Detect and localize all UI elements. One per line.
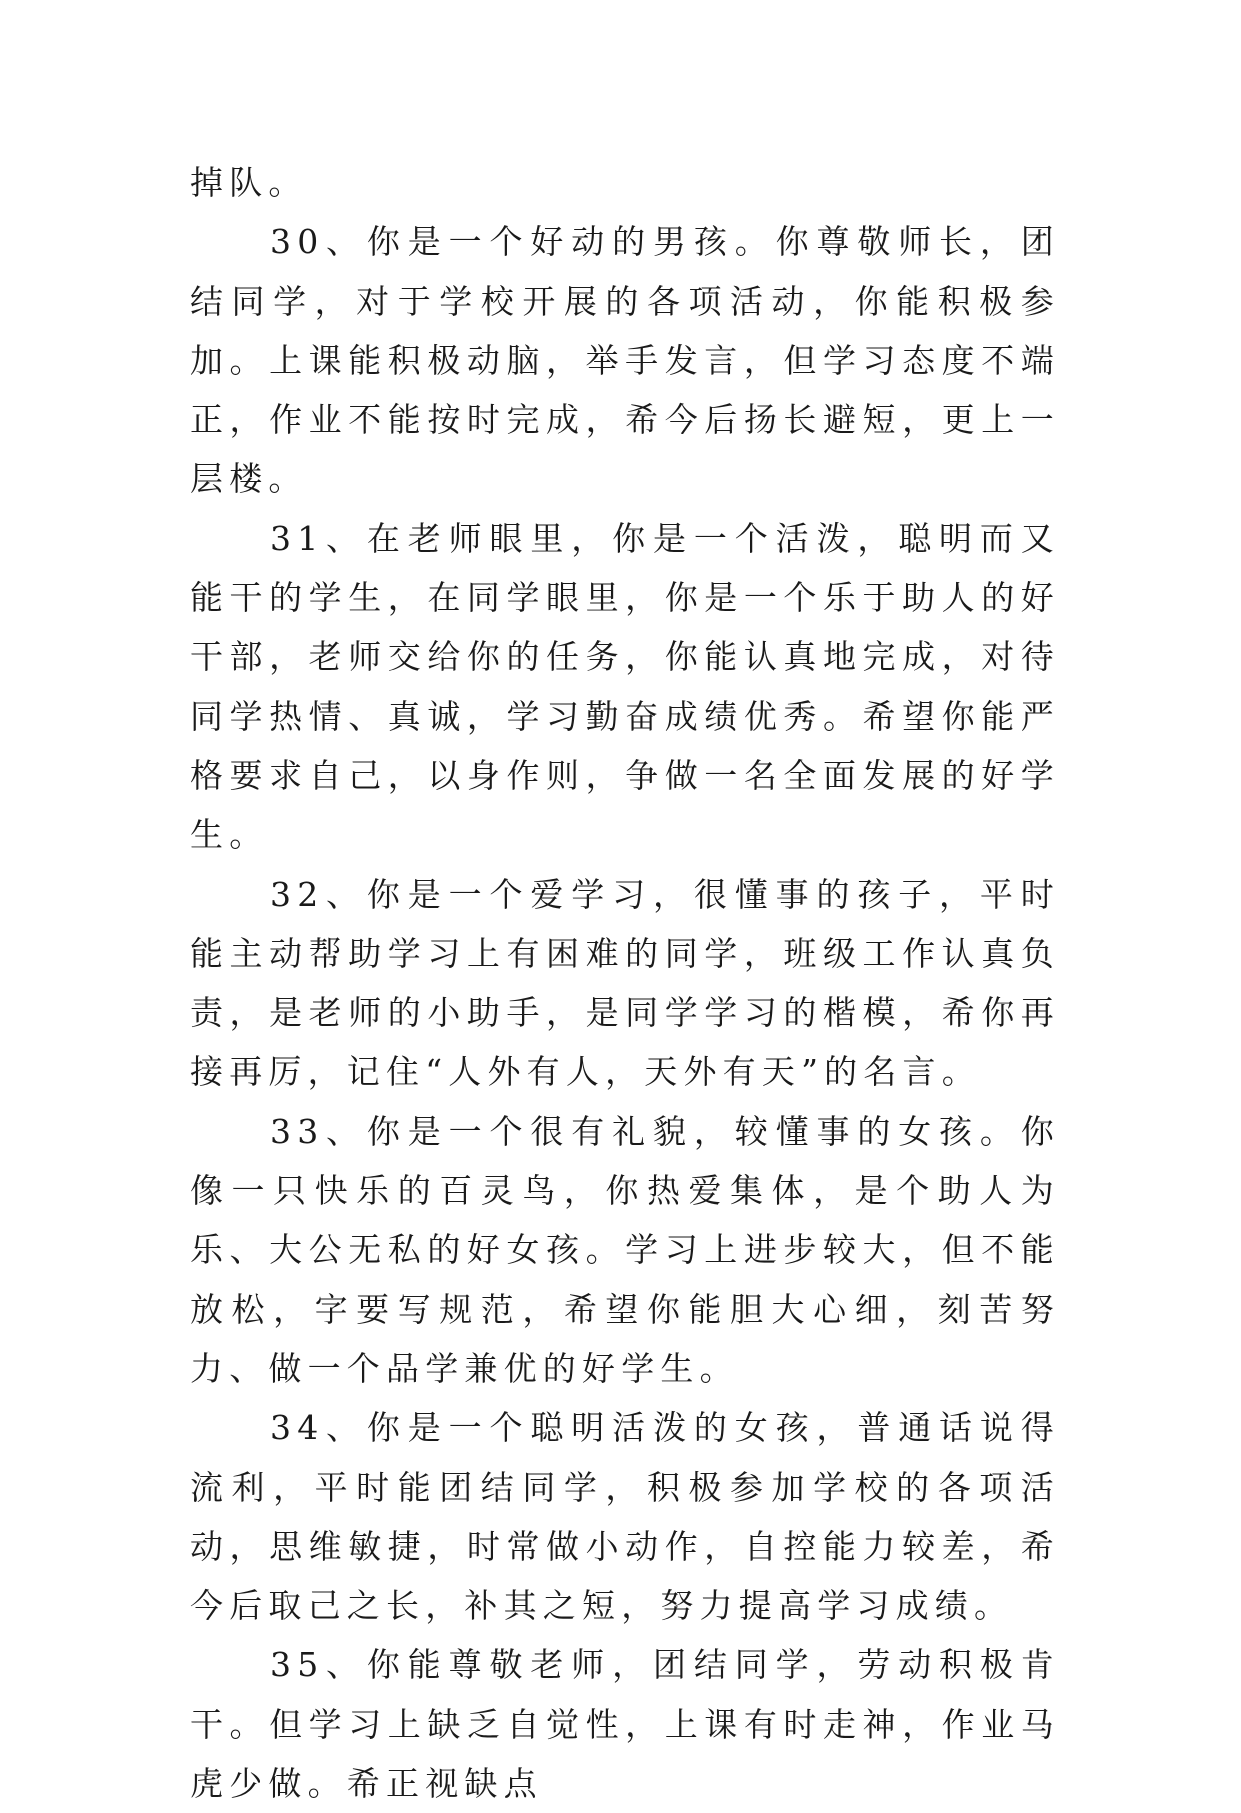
paragraph-comment-34: 34、你是一个聪明活泼的女孩，普通话说得流利，平时能团结同学，积极参加学校的各项活动，思维敏捷，时常做小动作，自控能力较差，希今后取己之长，补其之短，努力提高学习成绩。	[190, 1408, 1060, 1626]
paragraph-comment-33: 33、你是一个很有礼貌，较懂事的女孩。你像一只快乐的百灵鸟，你热爱集体，是个助人为乐、大公无私的好女孩。学习上进步较大，但不能放松，字要写规范，希望你能胆大心细，刻苦努力、做一个品学兼优的好学生。	[190, 1111, 1060, 1388]
paragraph-comment-35: 35、你能尊敬老师，团结同学，劳动积极肯干。但学习上缺乏自觉性，上课有时走神，作业马虎少做。希正视缺点	[190, 1645, 1060, 1804]
paragraph-comment-32: 32、你是一个爱学习，很懂事的孩子，平时能主动帮助学习上有困难的同学，班级工作认真负责，是老师的小助手，是同学学习的楷模，希你再接再厉，记住“人外有人，天外有天”的名言。	[190, 874, 1060, 1092]
paragraph-comment-30: 30、你是一个好动的男孩。你尊敬师长，团结同学，对于学校开展的各项活动，你能积极参加。上课能积极动脑，举手发言，但学习态度不端正，作业不能按时完成，希今后扬长避短，更上一层楼。	[190, 222, 1060, 499]
paragraph-comment-31: 31、在老师眼里，你是一个活泼，聪明而又能干的学生，在同学眼里，你是一个乐于助人的好干部，老师交给你的任务，你能认真地完成，对待同学热情、真诚，学习勤奋成绩优秀。希望你能严格要求自己，以身作则，争做一名全面发展的好学生。	[190, 518, 1060, 855]
paragraph-continuation: 掉队。	[190, 163, 308, 202]
document-body	[190, 153, 1060, 1813]
